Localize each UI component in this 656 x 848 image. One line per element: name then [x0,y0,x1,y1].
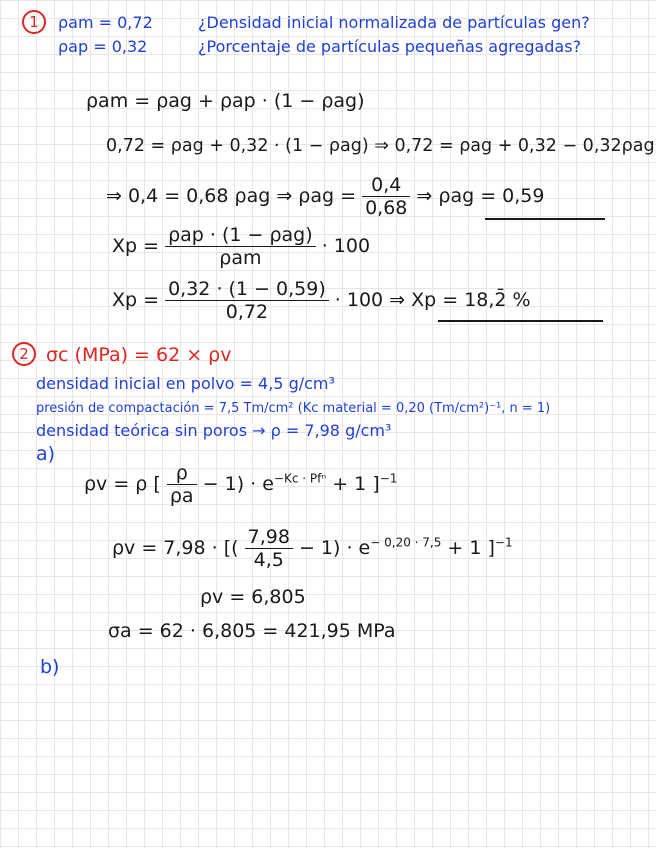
problem2-data-1: densidad inicial en polvo = 4,5 g/cm³ [36,374,335,393]
part-a-formula-tail: + 1 ] [332,473,380,495]
problem1-xp-numerator: ρap · (1 − ρag) [165,224,316,247]
part-a-label: a) [36,443,56,465]
problem2-number: 2 [12,342,36,366]
problem1-eq3-result: ρag = 0,59 [438,185,545,207]
problem2-data-3: densidad teórica sin poros → ρ = 7,98 g/cm³ [36,421,392,440]
problem1-xp2-result-underline [438,320,603,322]
problem1-eq3-fraction [362,174,410,219]
part-a-sub-fraction [245,526,293,571]
problem1-xp-denominator: ρam [219,247,262,269]
problem1-xp2-result: Xp = 18,2̄ % [411,289,531,311]
problem1-given-1: ρam = 0,72 [58,13,153,32]
problem1-xp2-lhs: Xp = [112,289,160,311]
problem1-equation-3 [106,174,544,219]
problem1-xp2-denominator: 0,72 [225,301,269,323]
part-a-formula-denominator: ρa [169,485,194,507]
part-a-general-formula [84,462,397,507]
problem1-eq3-arrow: ⇒ [416,185,433,207]
problem1-xp-fraction [165,224,316,269]
problem1-eq3-numerator: 0,4 [362,174,410,197]
part-a-formula-exponent: −Kc · Pfⁿ [273,471,327,486]
problem1-eq3-lhs: ⇒ 0,4 = 0,68 ρag ⇒ ρag = [106,185,357,207]
part-a-sub-denominator: 4,5 [253,549,284,571]
part-a-substituted-formula [112,526,513,571]
problem2-number-badge [12,342,36,366]
problem1-xp2-fraction [165,278,329,323]
part-a-rho-v-result: ρv = 6,805 [200,586,306,608]
part-a-sub-power: −1 [494,535,513,550]
problem1-xp-lhs: Xp = [112,235,160,257]
problem1-equation-1: ρam = ρag + ρap · (1 − ρag) [86,90,365,112]
part-a-formula-power: −1 [379,471,398,486]
part-a-formula-numerator: ρ [167,462,197,485]
problem1-eq3-result-underline [485,218,605,220]
problem1-question-2: ¿Porcentaje de partículas pequeñas agregadas? [198,37,582,56]
part-a-formula-lhs: ρv = ρ [ [84,473,161,495]
part-a-sub-exponent: − 0,20 · 7,5 [370,535,442,550]
problem2-data-2: presión de compactación = 7,5 Tm/cm² (Kc material = 0,20 (Tm/cm²)⁻¹, n = 1) [36,401,551,416]
problem1-question-1: ¿Densidad inicial normalizada de partículas gen? [198,13,590,32]
part-a-sub-tail: + 1 ] [447,537,495,559]
part-a-formula-fraction [167,462,197,507]
part-a-sub-mid: − 1) · e [298,537,371,559]
part-a-sub-numerator: 7,98 [245,526,293,549]
problem1-xp2-tail: · 100 ⇒ [334,289,406,311]
problem1-number-badge [22,10,46,34]
problem1-given-2: ρap = 0,32 [58,37,148,56]
problem2-header: σc (MPa) = 62 × ρv [46,344,232,366]
part-a-sub-lhs: ρv = 7,98 · [( [112,537,239,559]
problem1-xp-tail: · 100 [321,235,371,257]
part-b-label: b) [40,656,60,678]
problem1-xp2-numerator: 0,32 · (1 − 0,59) [165,278,329,301]
part-a-formula-mid: − 1) · e [202,473,274,495]
problem1-xp-substituted [112,278,531,323]
part-a-sigma-result: σa = 62 · 6,805 = 421,95 MPa [108,620,396,642]
problem1-number: 1 [22,10,46,34]
problem1-eq3-denominator: 0,68 [365,197,408,219]
problem1-equation-2: 0,72 = ρag + 0,32 · (1 − ρag) ⇒ 0,72 = ρag + 0,32 − 0,32ρag [106,136,655,156]
problem1-xp-formula [112,224,370,269]
